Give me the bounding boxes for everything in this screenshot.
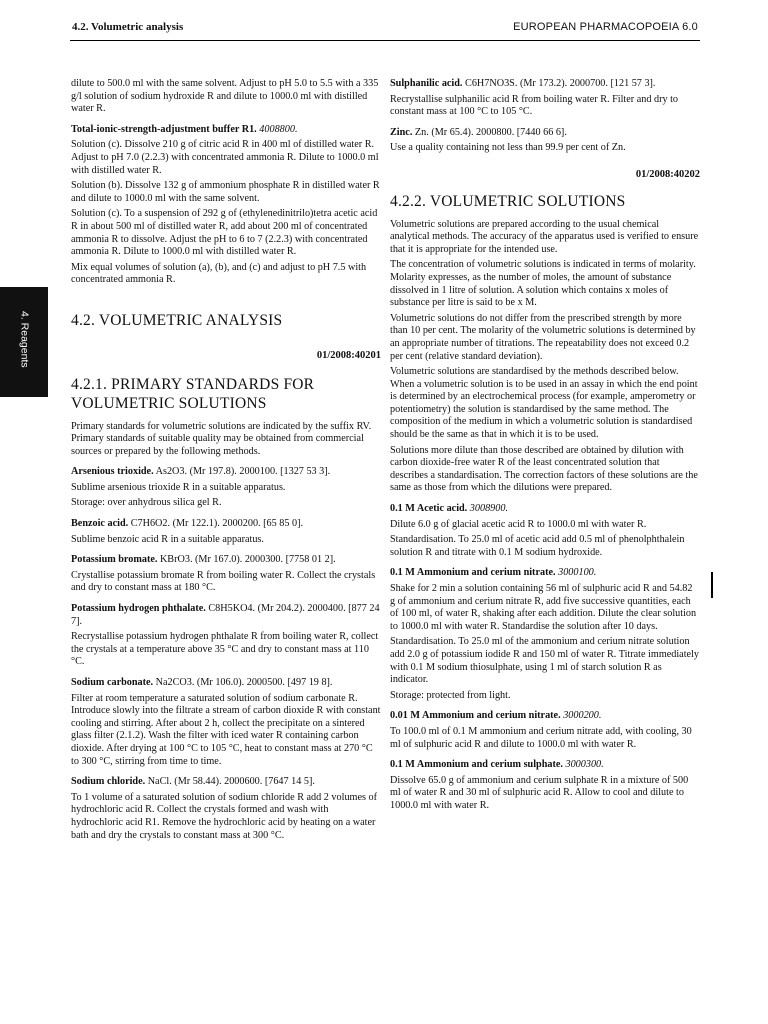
reagent-title: Sulphanilic acid. bbox=[390, 78, 463, 89]
chapter-side-tab-label: 4. Reagents bbox=[18, 310, 31, 368]
monograph-reference: 01/2008:40201 bbox=[316, 349, 381, 361]
running-section-title: 4.2. Volumetric analysis bbox=[72, 21, 184, 33]
paragraph: Solutions more dilute than those described are obtained by dilution with carbon dioxide-free water R of the least concentrated solution that describes a standardisation. The correction factors of these solutions are the same as those from which the dilutions were prepared. bbox=[390, 444, 698, 494]
paragraph: Recrystallise potassium hydrogen phthalate R from boiling water R, collect the crystals at a temperature above 35 °C and dry to constant mass at 110 °C. bbox=[71, 631, 379, 668]
paragraph: Mix equal volumes of solution (a), (b), and (c) and adjust to pH 7.5 with concentrated ammonia R. bbox=[71, 261, 367, 286]
reagent-entry bbox=[390, 759, 700, 772]
paragraph: Dissolve 65.0 g of ammonium and cerium sulphate R in a mixture of 500 ml of water R and 30 ml of sulphuric acid R. Allow to cool and dilute to 1000.0 ml with water R. bbox=[390, 774, 689, 811]
reagent-entry bbox=[390, 710, 700, 723]
reagent-meta: C6H7NO3S. (Mr 173.2). 2000700. [121 57 3]. bbox=[465, 78, 656, 89]
reagent-code: 3000300. bbox=[565, 759, 604, 771]
reagent-meta: C8H5KO4. (Mr 204.2). 2000400. [877 24 7]. bbox=[71, 603, 380, 627]
reagent-code: 3008900. bbox=[469, 503, 508, 515]
paragraph: dilute to 500.0 ml with the same solvent. Adjust to pH 5.0 to 5.5 with a 335 g/l solution of sodium hydroxide R and dilute to 1000.0 ml with distilled water R. bbox=[71, 78, 379, 115]
reagent-title: Benzoic acid. bbox=[71, 518, 129, 530]
paragraph: Filter at room temperature a saturated solution of sodium carbonate R. Introduce slowly into the filtrate a stream of carbon dioxide R with constant cooling and stirring. After about 2 h, collect the precipitate on a sintered glass filter (2.1.2). Wash the filter with iced water R containing carbon dioxide. After drying at 100 °C to 105 °C, heat to constant mass at 270 °C to 300 °C, stirring from time to time. bbox=[71, 692, 381, 767]
reagent-meta: Zn. (Mr 65.4). 2000800. [7440 66 6]. bbox=[414, 126, 567, 138]
standardisation-note: Standardisation. To 25.0 ml of acetic acid add 0.5 ml of phenolphthalein solution R and titrate with 0.1 M sodium hydroxide. bbox=[390, 534, 685, 558]
paragraph: Volumetric solutions are prepared according to the usual chemical analytical methods. The accuracy of the apparatus used is verified to ensure that it is appropriate for the intended use. bbox=[390, 218, 699, 255]
reagent-title: Potassium bromate. bbox=[71, 554, 158, 566]
paragraph: Solution (c). Dissolve 210 g of citric acid R in 400 ml of distilled water R. Adjust to pH 7.0 (2.2.3) with concentrated ammonia R. Dilute to 1000.0 ml with distilled water R. bbox=[71, 139, 379, 176]
subsection-heading: 4.2.2. VOLUMETRIC SOLUTIONS bbox=[390, 192, 626, 210]
paragraph: Solution (b). Dissolve 132 g of ammonium phosphate R in distilled water R and dilute to 1000.0 ml with the same solvent. bbox=[71, 180, 380, 204]
reagent-entry bbox=[71, 554, 381, 567]
paragraph: Use a quality containing not less than 99.9 per cent of Zn. bbox=[390, 142, 626, 154]
reagent-entry bbox=[71, 603, 381, 628]
section-heading: 4.2. VOLUMETRIC ANALYSIS bbox=[71, 311, 283, 329]
paragraph: To 100.0 ml of 0.1 M ammonium and cerium nitrate add, with cooling, 30 ml of sulphuric acid R and dilute to 1000.0 ml with water R. bbox=[390, 725, 692, 750]
reagent-entry bbox=[71, 677, 381, 690]
reagent-code: 3000200. bbox=[563, 710, 602, 722]
reagent-entry bbox=[390, 127, 700, 140]
reagent-meta: KBrO3. (Mr 167.0). 2000300. [7758 01 2]. bbox=[159, 554, 336, 566]
monograph-reference: 01/2008:40202 bbox=[635, 168, 700, 180]
reagent-title: 0.1 M Ammonium and cerium sulphate. bbox=[390, 759, 563, 771]
reagent-title: 0.1 M Ammonium and cerium nitrate. bbox=[390, 567, 556, 579]
left-column bbox=[71, 78, 381, 845]
revision-change-bar bbox=[711, 572, 713, 598]
subsection-heading: 4.2.1. PRIMARY STANDARDS FOR VOLUMETRIC SOLUTIONS bbox=[71, 375, 315, 412]
paragraph: To 1 volume of a saturated solution of sodium chloride R add 2 volumes of hydrochloric acid R. Collect the crystals formed and wash with hydrochloric acid R1. Remove the hydrochloric acid by heating on a water bath and dry the crystals to constant mass at 300 °C. bbox=[71, 791, 377, 841]
reagent-meta: Na2CO3. (Mr 106.0). 2000500. [497 19 8]. bbox=[155, 677, 333, 688]
paragraph: Primary standards for volumetric solutions are indicated by the suffix RV. Primary standards of suitable quality may be obtained from commercial sources or prepared by the following methods. bbox=[71, 420, 372, 457]
storage-note: Storage: protected from light. bbox=[390, 689, 511, 701]
reagent-entry bbox=[71, 776, 381, 789]
paragraph: Volumetric solutions do not differ from the prescribed strength by more than 10 per cent. The molarity of the volumetric solutions is determined by an appropriate number of titrations. The repeatability does not exceed 0.2 per cent (relative standard deviation). bbox=[390, 312, 696, 362]
paragraph: The concentration of volumetric solutions is indicated in terms of molarity. Molarity expresses, as the number of moles, the amount of substance dissolved in 1 litre of solution. A solution which contains x moles of substance per litre is said to be x M. bbox=[390, 259, 696, 309]
paragraph: Dilute 6.0 g of glacial acetic acid R to 1000.0 ml with water R. bbox=[390, 518, 647, 530]
reagent-entry bbox=[71, 124, 381, 137]
chapter-side-tab bbox=[0, 287, 48, 397]
paragraph: Sublime arsenious trioxide R in a suitable apparatus. bbox=[71, 481, 286, 493]
standardisation-note: Standardisation. To 25.0 ml of the ammonium and cerium nitrate solution add 2.0 g of potassium iodide R and 150 ml of water R. Titrate immediately with 0.1 M sodium thiosulphate, using 1 ml of starch solution R as indicator. bbox=[390, 636, 699, 686]
paragraph: Crystallise potassium bromate R from boiling water R. Collect the crystals and dry to constant mass at 180 °C. bbox=[71, 569, 376, 594]
header-rule bbox=[70, 40, 700, 41]
reagent-title: 0.1 M Acetic acid. bbox=[390, 503, 468, 515]
publication-title: EUROPEAN PHARMACOPOEIA 6.0 bbox=[513, 21, 698, 33]
reagent-title: Potassium hydrogen phthalate. bbox=[71, 603, 206, 615]
paragraph: Recrystallise sulphanilic acid R from boiling water R. Filter and dry to constant mass at 100 °C to 105 °C. bbox=[390, 93, 679, 118]
reagent-entry bbox=[71, 518, 381, 531]
reagent-entry bbox=[71, 466, 381, 479]
storage-note: Storage: over anhydrous silica gel R. bbox=[71, 497, 222, 509]
reagent-title: 0.01 M Ammonium and cerium nitrate. bbox=[390, 710, 561, 722]
reagent-title: Total-ionic-strength-adjustment buffer R1. bbox=[71, 123, 257, 135]
paragraph: Shake for 2 min a solution containing 56 ml of sulphuric acid R and 54.82 g of ammonium and cerium nitrate R, add five successive quantities, each of 100 ml, of water R, shaking after each addition. Dilute the clear solution to 1000.0 ml with water R. Standardise the solution after 10 days. bbox=[390, 583, 697, 632]
right-column bbox=[390, 78, 700, 816]
reagent-code: 4008800. bbox=[259, 123, 298, 135]
paragraph: Volumetric solutions are standardised by the methods described below. When a volumetric solution is to be used in an assay in which the end point is determined by an electrochemical process (for example, amperometry or potentiometry) the solution is standardised by the same method. The composition of the medium in which a volumetric solution is standardised should be the same as that in which it is to be used. bbox=[390, 366, 698, 441]
reagent-title: Sodium carbonate. bbox=[71, 677, 154, 688]
reagent-meta: C7H6O2. (Mr 122.1). 2000200. [65 85 0]. bbox=[130, 518, 304, 530]
reagent-title: Arsenious trioxide. bbox=[71, 466, 154, 478]
reagent-code: 3000100. bbox=[558, 567, 597, 579]
reagent-entry bbox=[390, 503, 700, 516]
reagent-entry bbox=[390, 567, 700, 580]
reagent-title: Zinc. bbox=[390, 126, 413, 138]
paragraph: Solution (c). To a suspension of 292 g of (ethylenedinitrilo)tetra acetic acid R in about 500 ml of distilled water R, add about 200 ml of concentrated ammonia R to dissolve. Adjust the pH to 6 to 7 (2.2.3) with concentrated ammonia R. Dilute to 1000.0 ml with distilled water R. bbox=[71, 208, 378, 258]
reagent-meta: NaCl. (Mr 58.44). 2000600. [7647 14 5]. bbox=[147, 776, 315, 788]
reagent-entry bbox=[390, 78, 700, 91]
paragraph: Sublime benzoic acid R in a suitable apparatus. bbox=[71, 533, 264, 545]
reagent-meta: As2O3. (Mr 197.8). 2000100. [1327 53 3]. bbox=[155, 466, 331, 478]
reagent-title: Sodium chloride. bbox=[71, 776, 146, 788]
